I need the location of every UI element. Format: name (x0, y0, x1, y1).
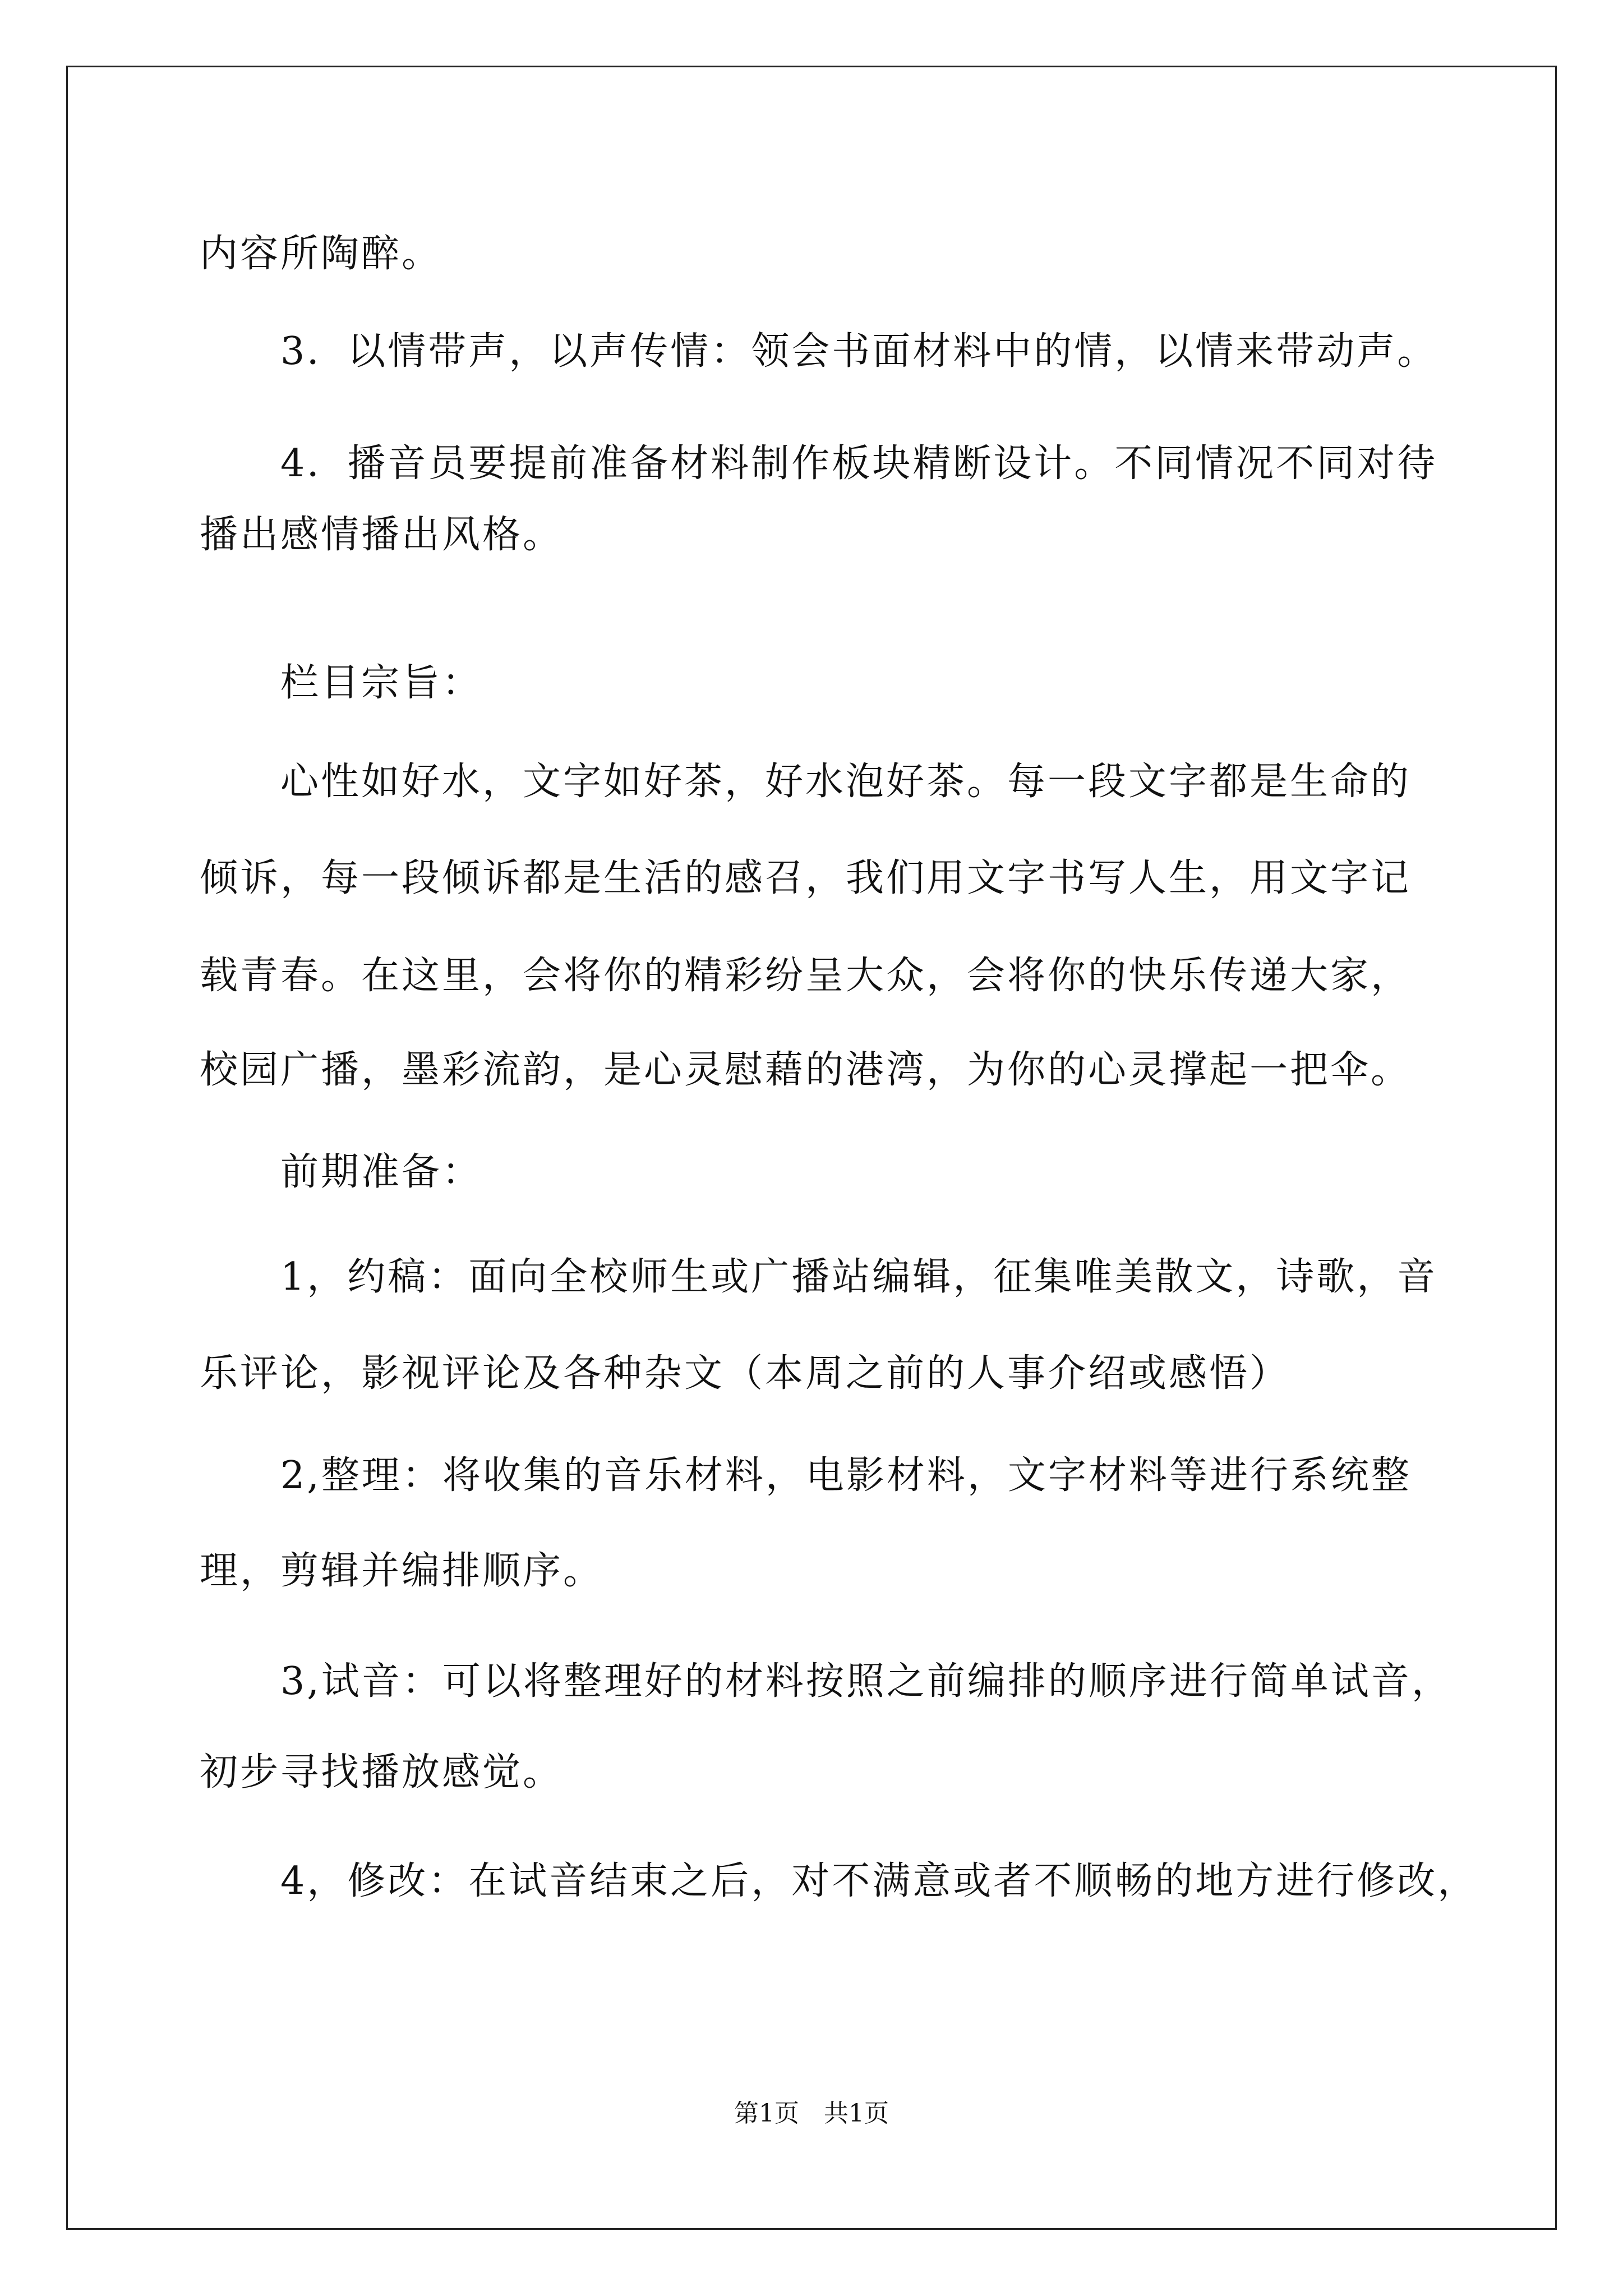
paragraph-line: 内容所陶醉。 (200, 232, 442, 276)
paragraph-line: 倾诉，每一段倾诉都是生活的感召，我们用文字书写人生，用文字记 (200, 856, 1412, 900)
paragraph-line: 4，修改：在试音结束之后，对不满意或者不顺畅的地方进行修改， (280, 1859, 1478, 1903)
paragraph-line: 心性如好水，文字如好茶，好水泡好茶。每一段文字都是生命的 (280, 760, 1412, 804)
page-border (66, 66, 1557, 2230)
paragraph-line: 乐评论，影视评论及各种杂文（本周之前的人事介绍或感悟） (200, 1351, 1290, 1396)
paragraph-line: 1，约稿：面向全校师生或广播站编辑，征集唯美散文，诗歌，音 (280, 1255, 1438, 1299)
page-footer: 第1页 共1页 (734, 2099, 889, 2128)
section-heading: 前期准备： (280, 1150, 483, 1194)
paragraph-line: 载青春。在这里，会将你的精彩纷呈大众，会将你的快乐传递大家， (200, 954, 1412, 998)
paragraph-line: 4．播音员要提前准备材料制作板块精断设计。不同情况不同对待 (280, 441, 1438, 486)
paragraph-line: 初步寻找播放感觉。 (200, 1750, 564, 1795)
section-heading: 栏目宗旨： (280, 661, 483, 705)
paragraph-line: 2,整理：将收集的音乐材料，电影材料，文字材料等进行系统整 (280, 1453, 1412, 1498)
paragraph-line: 播出感情播出风格。 (200, 513, 564, 557)
paragraph-line: 3．以情带声，以声传情：领会书面材料中的情，以情来带动声。 (280, 329, 1438, 374)
paragraph-line: 理，剪辑并编排顺序。 (200, 1549, 604, 1593)
paragraph-line: 校园广播，墨彩流韵，是心灵慰藉的港湾，为你的心灵撑起一把伞。 (200, 1048, 1412, 1092)
paragraph-line: 3,试音：可以将整理好的材料按照之前编排的顺序进行简单试音， (280, 1659, 1452, 1704)
